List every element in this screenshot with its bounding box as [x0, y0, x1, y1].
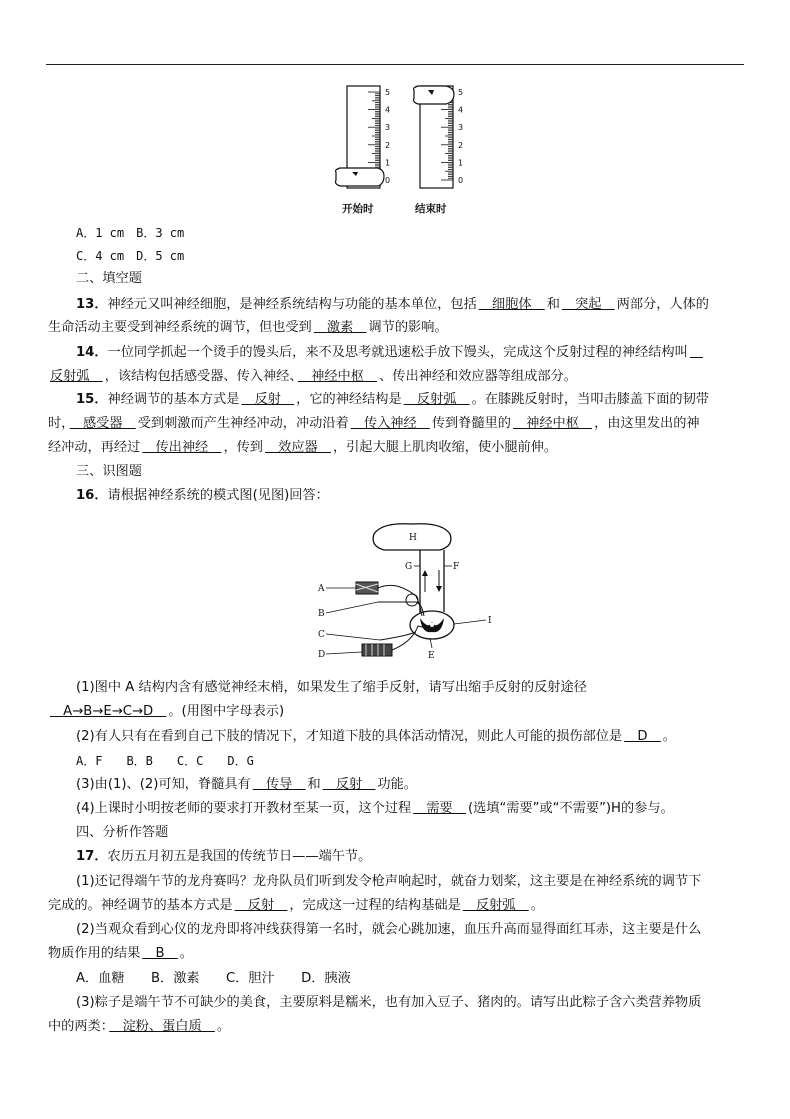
answer-blank: 神经中枢 — [297, 369, 378, 384]
q17-p2-line1: (2)当观众看到心仪的龙舟即将冲线获得第一名时，就会心跳加速，血压升高而显得面红耳赤，这主要是什么 — [76, 922, 702, 937]
answer-blank — [688, 345, 705, 360]
q15-line1: 15．神经调节的基本方式是 反射 ，它的神经结构是 反射弧 。在膝跳反射时，当叩击膝盖下面的韧带 — [76, 392, 709, 407]
answer-blank: 传导 — [252, 777, 306, 792]
section-2-title: 二、填空题 — [76, 271, 142, 286]
answer-blank: 细胞体 — [478, 297, 545, 312]
receptor-A — [356, 582, 378, 594]
ruler-scale-number: 5 — [458, 88, 464, 97]
answer-blank: D — [624, 729, 661, 744]
q16-p3: (3)由(1)、(2)可知，脊髓具有 传导 和 反射 功能。 — [76, 777, 417, 792]
label-G: G — [405, 562, 413, 572]
ruler-scale-number: 3 — [458, 123, 464, 133]
q17-number: 17． — [76, 849, 108, 864]
q17-p2-options: A．血糖 B．激素 C．胆汁 D．胰液 — [76, 971, 351, 986]
answer-blank: 反射弧 — [462, 898, 529, 913]
spinal-cord-column — [420, 550, 444, 618]
answer-blank: 突起 — [561, 297, 615, 312]
q17-p2-line2: 物质作用的结果 B 。 — [48, 946, 193, 961]
answer-blank: 反射 — [234, 898, 288, 913]
q12-options-cd: C．4 cm D．5 cm — [76, 249, 185, 263]
q13-line2: 生命活动主要受到神经系统的调节，但也受到 激素 调节的影响。 — [48, 320, 448, 335]
q16-number: 16． — [76, 488, 108, 503]
nervous-system-figure — [316, 512, 510, 668]
q16-p2: (2)有人只有在看到自己下肢的情况下，才知道下肢的具体活动情况，则此人可能的损伤部位是 D 。 — [76, 729, 676, 744]
ruler-scale-number: 4 — [385, 105, 391, 115]
ruler-scale-number: 3 — [385, 123, 391, 133]
effector-D — [362, 644, 392, 656]
ruler-scale-number: 1 — [458, 158, 464, 168]
answer-blank: 效应器 — [265, 440, 331, 455]
section-4-title: 四、分析作答题 — [76, 825, 169, 840]
label-I: I — [488, 616, 492, 626]
ruler-scale-number: 4 — [458, 105, 464, 115]
q16-stem: 16．请根据神经系统的模式图(见图)回答： — [76, 488, 329, 503]
q12-options-ab: A．1 cm B．3 cm — [76, 226, 185, 240]
answer-blank: 反射弧 — [50, 369, 103, 384]
ruler-scale-number: 0 — [458, 176, 464, 185]
q17-stem: 17．农历五月初五是我国的传统节日——端午节。 — [76, 849, 372, 864]
answer-blank: 神经中枢 — [512, 416, 593, 431]
q14-line2: 反射弧 ，该结构包括感受器、传入神经、 神经中枢 、传出神经和效应器等组成部分。 — [50, 369, 577, 384]
answer-blank: 传入神经 — [350, 416, 430, 431]
q16-p1-line1: (1)图中 A 结构内含有感觉神经末梢，如果发生了缩手反射，请写出缩手反射的反射途径 — [76, 680, 587, 695]
figure-labels — [317, 533, 492, 661]
answer-blank: 反射弧 — [403, 392, 470, 407]
q14-number: 14． — [76, 345, 108, 360]
label-F: F — [453, 562, 460, 572]
caption-start: 开始时 — [342, 203, 374, 215]
label-A: A — [318, 584, 325, 594]
spinal-cord-section-E — [410, 611, 454, 639]
ruler-end — [414, 86, 455, 188]
q13-number: 13． — [76, 297, 108, 312]
label-E: E — [428, 651, 435, 661]
q13-line1: 13．神经元又叫神经细胞，是神经系统结构与功能的基本单位，包括 细胞体 和 突起 两部分，人体的 — [76, 297, 709, 312]
ruler-scale-number: 0 — [385, 176, 391, 185]
caption-end: 结束时 — [415, 203, 447, 215]
answer-blank: 需要 — [413, 801, 466, 816]
label-C: C — [318, 630, 325, 640]
q17-p1-line1: (1)还记得端午节的龙舟赛吗？龙舟队员们听到发令枪声响起时，就奋力划桨，这主要是在神经系统的调节下 — [76, 874, 702, 889]
q16-p1-line2: A→B→E→C→D 。(用图中字母表示) — [50, 704, 285, 719]
q17-p3-line2: 中的两类： 淀粉、蛋白质 。 — [48, 1019, 231, 1034]
ruler-start — [336, 86, 385, 188]
label-H: H — [409, 533, 417, 543]
q17-p3-line1: (3)粽子是端午节不可缺少的美食，主要原料是糯米，也有加入豆子、猪肉的。请写出此粽子含六类营养物质 — [76, 995, 702, 1010]
section-3-title: 三、识图题 — [76, 464, 142, 479]
answer-blank: 淀粉、蛋白质 — [109, 1019, 215, 1034]
label-B: B — [318, 609, 325, 619]
answer-blank: 激素 — [313, 320, 367, 335]
answer-blank: A→B→E→C→D — [50, 704, 167, 719]
answer-blank: 反射 — [322, 777, 376, 792]
ruler-scale-number: 5 — [385, 88, 391, 97]
label-D: D — [318, 650, 326, 660]
q16-p4: (4)上课时小明按老师的要求打开教材至某一页，这个过程 需要 (选填“需要”或“不需要”)H的参与。 — [76, 801, 674, 816]
q16-p2-options: A．F B．B C．C D．G — [76, 754, 254, 768]
q14-line1: 14．一位同学抓起一个烫手的馒头后，来不及思考就迅速松手放下馒头，完成这个反射过程的神经结构叫 — [76, 342, 748, 364]
answer-blank: 反射 — [241, 392, 295, 407]
ruler-figure — [332, 80, 482, 220]
answer-blank: B — [142, 946, 178, 961]
q17-p1-line2: 完成的。神经调节的基本方式是 反射 ，完成这一过程的结构基础是 反射弧 。 — [48, 898, 544, 913]
q15-line3: 经冲动，再经过 传出神经 ，传到 效应器 ，引起大腿上肌肉收缩，使小腿前伸。 — [48, 440, 558, 455]
ruler-scale-number: 2 — [385, 140, 391, 150]
answer-blank: 传出神经 — [142, 440, 222, 455]
top-rule — [46, 64, 744, 65]
answer-blank: 感受器 — [69, 416, 136, 431]
ruler-scale-number: 2 — [458, 140, 464, 150]
q15-number: 15． — [76, 392, 108, 407]
ruler-scale-number: 1 — [385, 158, 391, 168]
q15-line2: 时， 感受器 受到刺激而产生神经冲动，冲动沿着 传入神经 传到脊髓里的 神经中枢 ，由这里发出的神 — [48, 416, 700, 431]
